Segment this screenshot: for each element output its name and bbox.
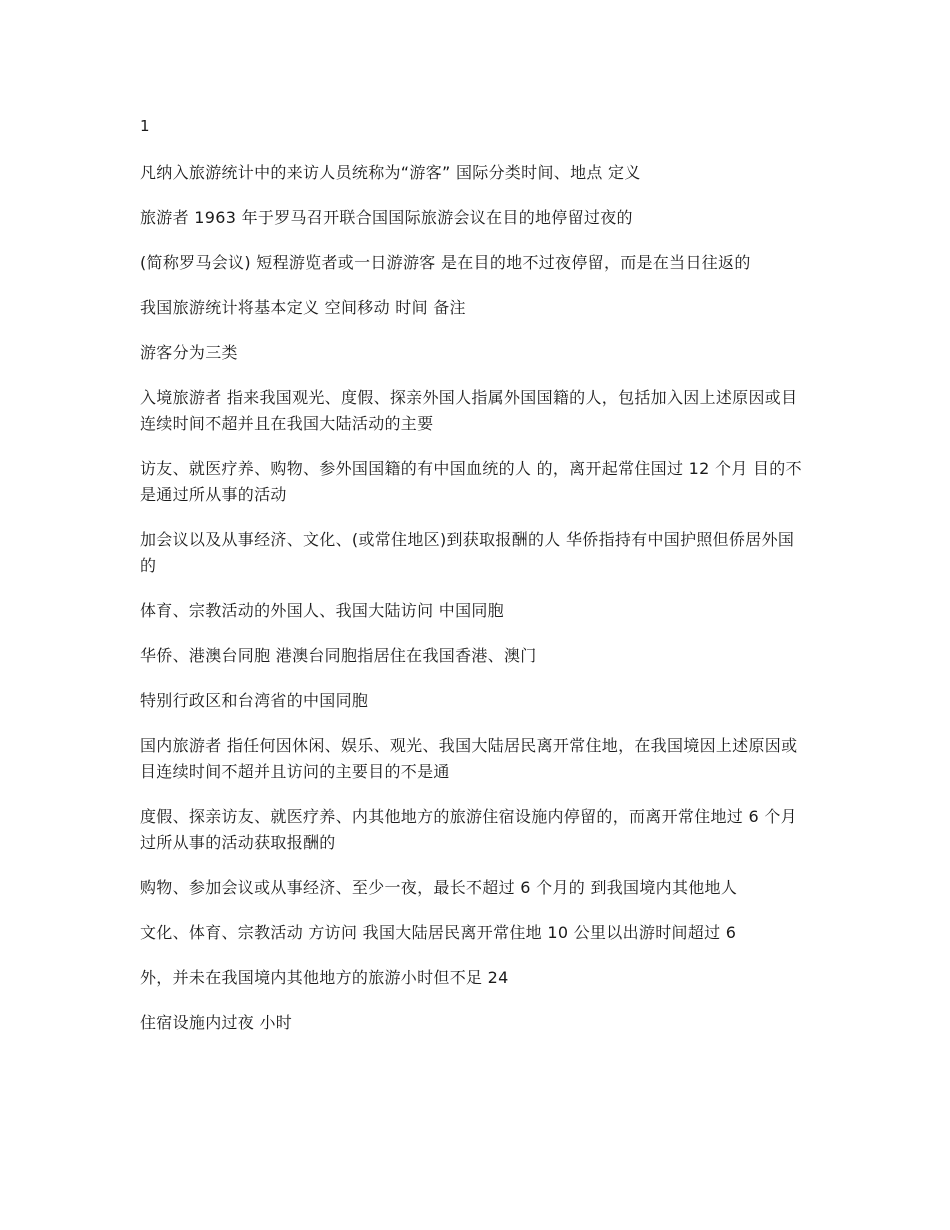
paragraph: 国内旅游者 指任何因休闲、娱乐、观光、我国大陆居民离开常住地，在我国境因上述原因或目连续时间不超并且访问的主要目的不是通	[140, 736, 798, 781]
paragraph: 文化、体育、宗教活动 方访问 我国大陆居民离开常住地 10 公里以出游时间超过 6	[140, 923, 737, 942]
paragraph: 度假、探亲访友、就医疗养、内其他地方的旅游住宿设施内停留的，而离开常住地过 6 个月 过所从事的活动获取报酬的	[140, 807, 797, 852]
paragraph: 体育、宗教活动的外国人、我国大陆访问 中国同胞	[140, 601, 504, 620]
paragraph: 加会议以及从事经济、文化、(或常住地区)到获取报酬的人 华侨指持有中国护照但侨居外国的	[140, 530, 795, 575]
paragraph: 外，并未在我国境内其他地方的旅游小时但不足 24	[140, 968, 509, 987]
paragraph: (简称罗马会议) 短程游览者或一日游游客 是在目的地不过夜停留，而是在当日往返的	[140, 253, 751, 272]
paragraph: 购物、参加会议或从事经济、至少一夜，最长不超过 6 个月的 到我国境内其他地人	[140, 878, 738, 897]
paragraph: 我国旅游统计将基本定义 空间移动 时间 备注	[140, 298, 466, 317]
paragraph: 华侨、港澳台同胞 港澳台同胞指居住在我国香港、澳门	[140, 646, 537, 665]
paragraph: 访友、就医疗养、购物、参外国国籍的有中国血统的人 的，离开起常住国过 12 个月 目的不是通过所从事的活动	[140, 459, 802, 504]
paragraph: 特别行政区和台湾省的中国同胞	[140, 691, 369, 710]
paragraph: 游客分为三类	[140, 343, 238, 362]
paragraph: 凡纳入旅游统计中的来访人员统称为“游客” 国际分类时间、地点 定义	[140, 163, 641, 182]
page-number: 1	[140, 117, 150, 135]
paragraph: 入境旅游者 指来我国观光、度假、探亲外国人指属外国国籍的人，包括加入因上述原因或目连续时间不超并且在我国大陆活动的主要	[140, 388, 798, 433]
paragraph: 旅游者 1963 年于罗马召开联合国国际旅游会议在目的地停留过夜的	[140, 208, 633, 227]
paragraph: 住宿设施内过夜 小时	[140, 1013, 293, 1032]
document-body	[140, 116, 810, 1055]
